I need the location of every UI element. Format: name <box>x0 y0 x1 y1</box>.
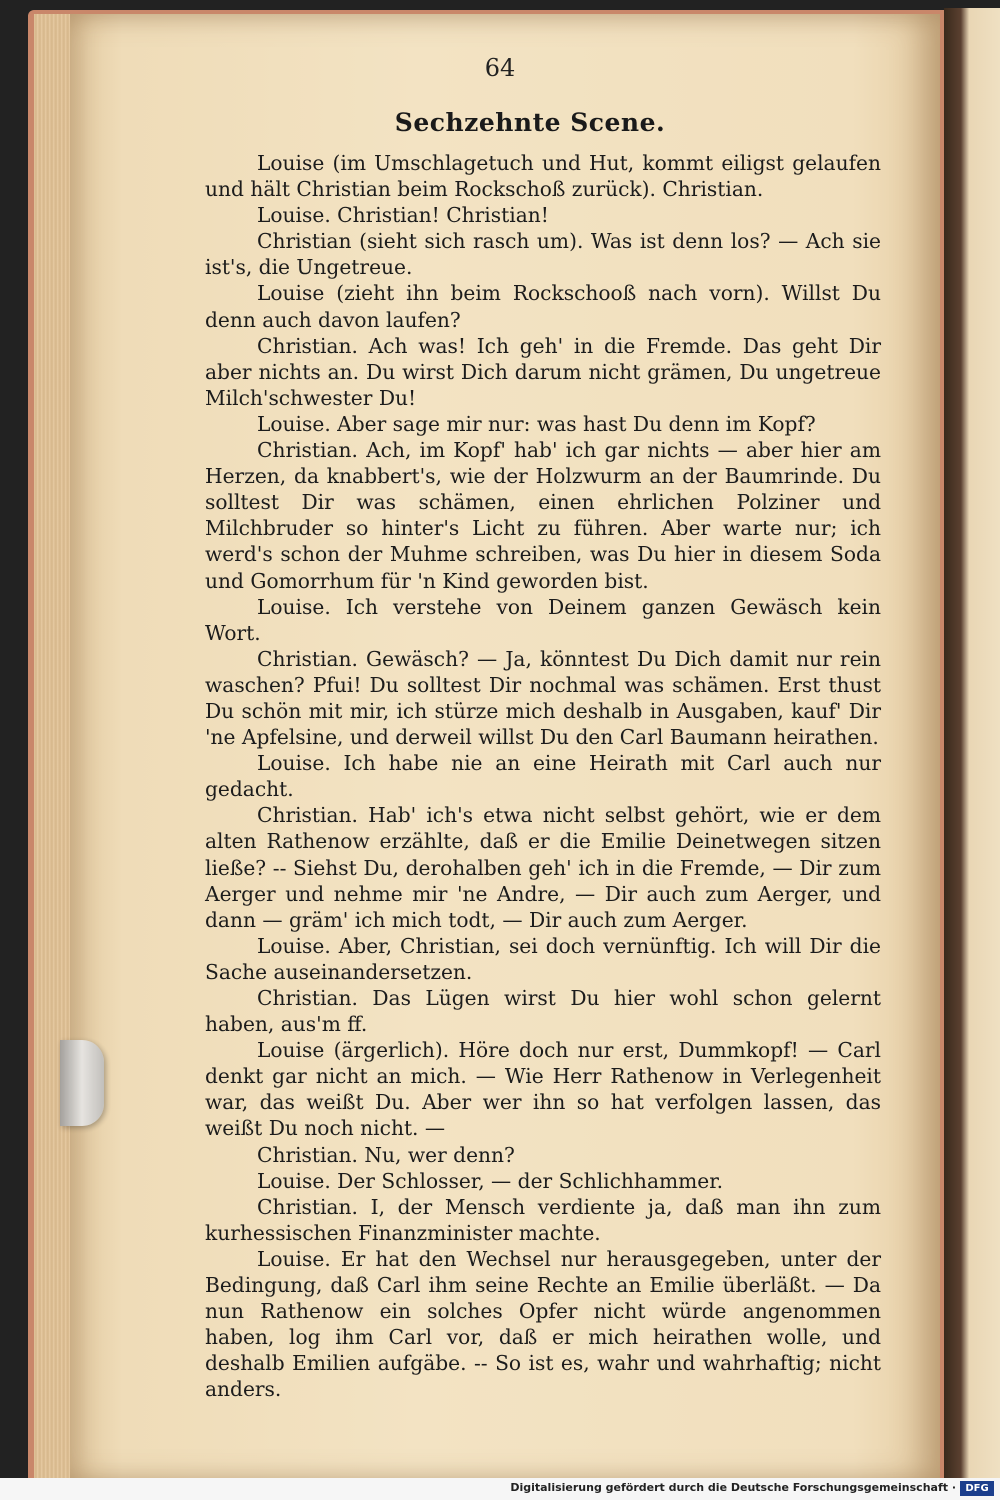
paragraph: Louise. Christian! Christian! <box>257 203 549 228</box>
paragraph: Louise (zieht ihn beim Rockschooß nach vorn). Willst Du denn auch davon laufen? <box>205 281 881 332</box>
paragraph: Christian. Gewäsch? — Ja, könntest Du Dich damit nur rein waschen? Pfui! Du solltest Dir nochmal was schämen. Erst thust Du schön mit mir, ich stürze mich deshalb in Ausgaben, kauf' Dir 'ne Apfelsine, und derweil willst Du den Carl Baumann heirathen. <box>205 646 881 750</box>
paragraph: Louise (im Umschlagetuch und Hut, kommt eiligst gelaufen und hält Christian beim Rockschoß zurück). Christian. <box>205 151 881 202</box>
paragraph: Louise. Ich habe nie an eine Heirath mit Carl auch nur gedacht. <box>205 751 881 802</box>
body-text <box>205 150 881 1403</box>
paragraph: Christian. Ach was! Ich geh' in die Fremde. Das geht Dir aber nichts an. Du wirst Dich darum nicht grämen, Du ungetreue Milch'schwester Du! <box>205 333 881 410</box>
paragraph: Christian. I, der Mensch verdiente ja, daß man ihn zum kurhessischen Finanzminister machte. <box>205 1194 881 1245</box>
paragraph: Louise. Ich verstehe von Deinem ganzen Gewäsch kein Wort. <box>205 594 881 645</box>
paragraph: Louise. Aber sage mir nur: was hast Du denn im Kopf? <box>257 411 816 436</box>
page-clip <box>60 1040 104 1126</box>
paragraph: Louise. Der Schlosser, — der Schlichhammer. <box>257 1168 724 1193</box>
paragraph: Christian. Ach, im Kopf' hab' ich gar nichts — aber hier am Herzen, da knabbert's, wie der Holzwurm an der Baumrinde. Du solltest Dir was schämen, einen ehrlichen Polziner und Milchbruder so hinter's Licht zu führen. Aber warte nur; ich werd's schon der Muhme schreiben, was Du hier in diesem Soda und Gomorrhum für 'n Kind geworden bist. <box>205 438 881 593</box>
paragraph: Louise. Aber, Christian, sei doch vernünftig. Ich will Dir die Sache auseinandersetzen. <box>205 933 881 984</box>
paragraph: Louise. Er hat den Wechsel nur herausgegeben, unter der Bedingung, daß Carl ihm seine Rechte an Emilie überläßt. — Da nun Rathenow ein solches Opfer nicht würde angenommen haben, log ihm Carl vor, daß er mich heirathen wolle, und deshalb Emilien aufgäbe. -- So ist es, wahr und wahrhaftig; nicht anders. <box>205 1246 881 1402</box>
digitization-credit: Digitalisierung gefördert durch die Deutsche Forschungsgemeinschaft · <box>510 1481 956 1494</box>
paragraph: Christian. Das Lügen wirst Du hier wohl schon gelernt haben, aus'm ff. <box>205 986 881 1037</box>
paragraph: Christian. Hab' ich's etwa nicht selbst gehört, wie er dem alten Rathenow erzählte, daß er die Emilie Deinetwegen sitzen ließe? -- Siehst Du, derohalben geh' ich in die Fremde, — Dir zum Aerger und nehme mir 'ne Andre, — Dir auch zum Aerger, und dann — gräm' ich mich todt, — Dir auch zum Aerger. <box>205 803 881 932</box>
dfg-logo: DFG <box>960 1481 994 1496</box>
scene-title: Sechzehnte Scene. <box>394 108 666 137</box>
paragraph: Christian (sieht sich rasch um). Was ist denn los? — Ach sie ist's, die Ungetreue. <box>205 229 881 280</box>
paragraph: Louise (ärgerlich). Höre doch nur erst, Dummkopf! — Carl denkt gar nicht an mich. — Wie Herr Rathenow in Verlegenheit war, das weißt Du. Aber wer ihn so hat verfolgen lassen, das weißt Du noch nicht. — <box>205 1038 881 1141</box>
facing-page-edge <box>944 8 1000 1492</box>
page-number: 64 <box>484 54 516 82</box>
paragraph: Christian. Nu, wer denn? <box>257 1142 515 1167</box>
